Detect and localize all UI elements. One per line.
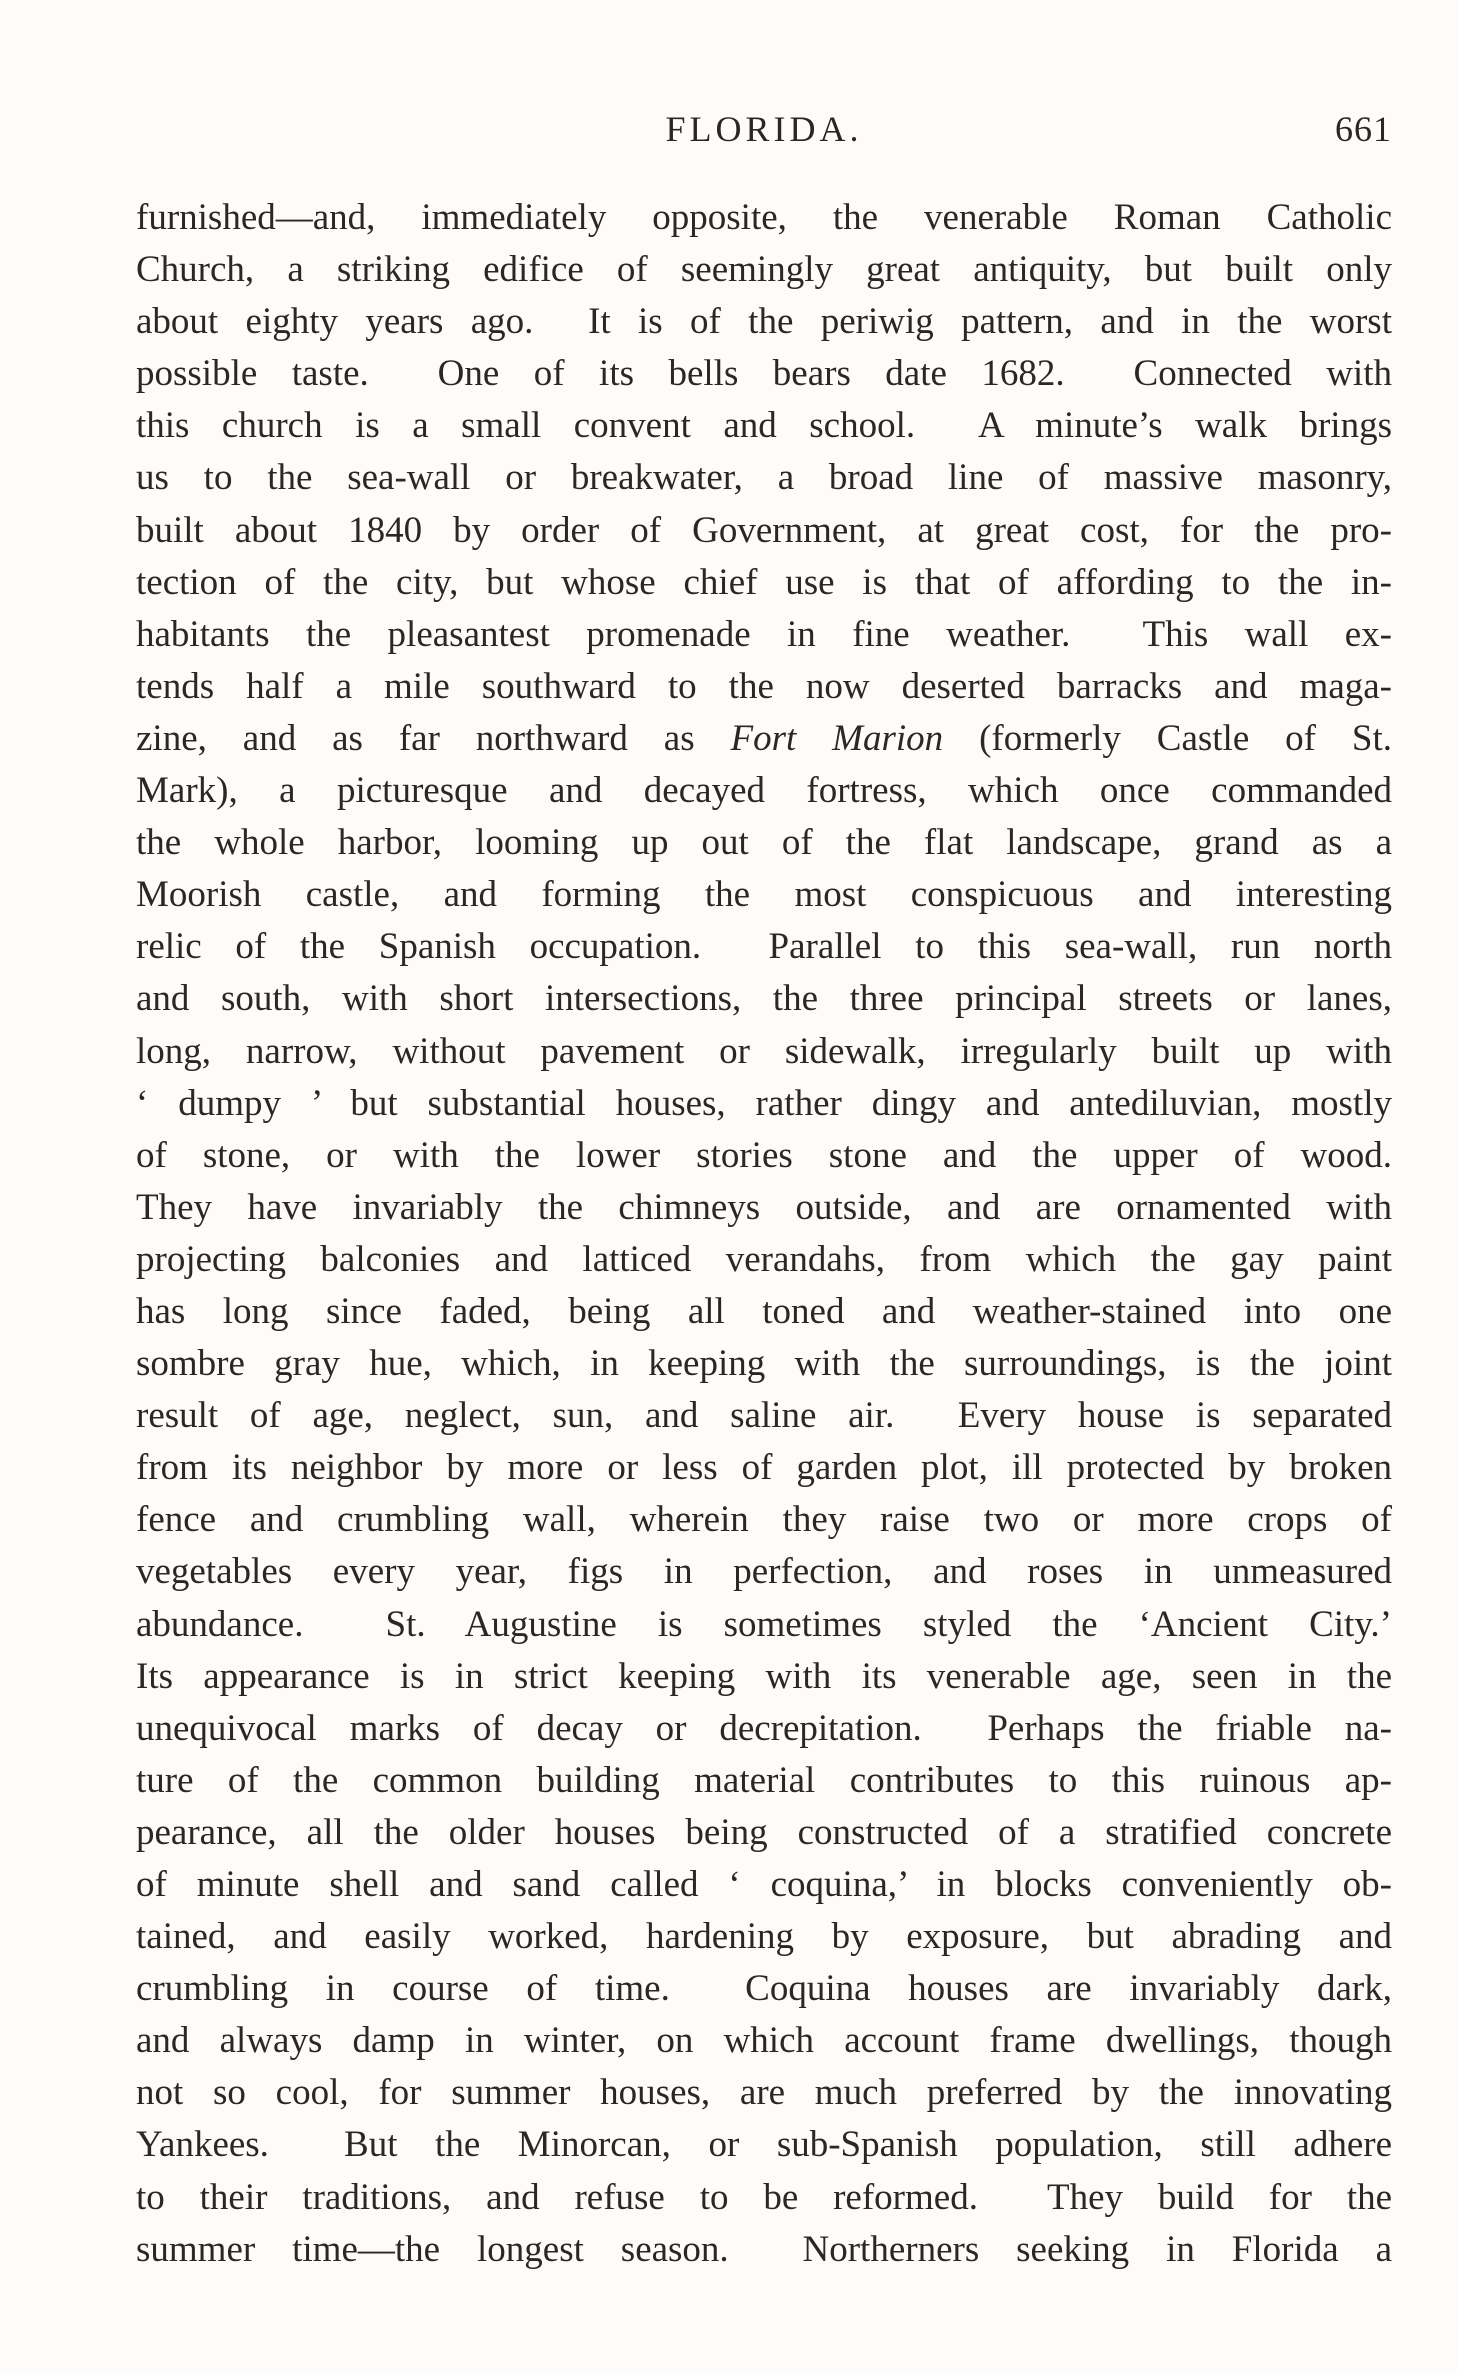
text-segment: Its appearance is in strict keeping with its venerable age, seen in the: [136, 1655, 1392, 1697]
text-segment: sombre gray hue, which, in keeping with the surroundings, is the joint: [136, 1343, 1392, 1385]
text-segment: relic of the Spanish occupation. Parallel to this sea-wall, run north: [136, 926, 1392, 968]
text-segment: Church, a striking edifice of seemingly great antiquity, but built only: [136, 249, 1392, 291]
text-segment: of stone, or with the lower stories stone and the upper of wood.: [136, 1134, 1392, 1176]
text-line: [136, 661, 1392, 713]
text-segment: tection of the city, but whose chief use is that of affording to the in-: [136, 561, 1392, 603]
text-segment: possible taste. One of its bells bears date 1682. Connected with: [136, 353, 1392, 395]
running-title: FLORIDA.: [665, 109, 863, 149]
text-segment: tained, and easily worked, hardening by exposure, but abrading and: [136, 1916, 1392, 1958]
text-segment: (formerly Castle of St.: [943, 717, 1392, 759]
text-line: [136, 1338, 1392, 1390]
text-line: [136, 869, 1392, 921]
text-line: [136, 1651, 1392, 1703]
text-line: [136, 348, 1392, 400]
text-line: [136, 2015, 1392, 2067]
text-segment: ‘ dumpy ’ but substantial houses, rather dingy and antediluvian, mostly: [136, 1082, 1392, 1124]
text-line: [136, 1078, 1392, 1130]
text-line: [136, 1234, 1392, 1286]
text-line: [136, 2224, 1392, 2276]
text-line: [136, 1703, 1392, 1755]
text-segment: crumbling in course of time. Coquina houses are invariably dark,: [136, 1968, 1392, 2010]
text-segment: fence and crumbling wall, wherein they raise two or more crops of: [136, 1499, 1392, 1541]
text-segment: long, narrow, without pavement or sidewalk, irregularly built up with: [136, 1030, 1392, 1072]
text-segment: this church is a small convent and school. A minute’s walk brings: [136, 405, 1392, 447]
running-head: [136, 108, 1392, 158]
text-line: [136, 1599, 1392, 1651]
text-segment: habitants the pleasantest promenade in fine weather. This wall ex-: [136, 613, 1392, 655]
page-number: 661: [1335, 109, 1392, 149]
text-line: [136, 296, 1392, 348]
text-segment: summer time—the longest season. Northerners seeking in Florida a: [136, 2228, 1392, 2270]
text-line: [136, 817, 1392, 869]
text-line: [136, 400, 1392, 452]
text-line: [136, 1026, 1392, 1078]
text-line: [136, 192, 1392, 244]
text-segment: from its neighbor by more or less of garden plot, ill protected by broken: [136, 1447, 1392, 1489]
text-segment: They have invariably the chimneys outside, and are ornamented with: [136, 1186, 1392, 1228]
text-segment: and south, with short intersections, the three principal streets or lanes,: [136, 978, 1392, 1020]
text-line: [136, 921, 1392, 973]
text-line: [136, 1130, 1392, 1182]
text-segment: ture of the common building material contributes to this ruinous ap-: [136, 1759, 1392, 1801]
text-segment: abundance. St. Augustine is sometimes styled the ‘Ancient City.’: [136, 1603, 1392, 1645]
text-line: [136, 1755, 1392, 1807]
text-segment: of minute shell and sand called ‘ coquina,’ in blocks conveniently ob-: [136, 1864, 1392, 1905]
text-segment: Yankees. But the Minorcan, or sub-Spanish population, still adhere: [136, 2124, 1392, 2166]
text-line: [136, 505, 1392, 557]
text-segment: has long since faded, being all toned and weather-stained into one: [136, 1290, 1392, 1332]
text-line: [136, 2119, 1392, 2171]
text-line: [136, 1807, 1392, 1859]
text-segment: projecting balconies and latticed verandahs, from which the gay paint: [136, 1238, 1392, 1280]
text-line: [136, 1286, 1392, 1338]
text-line: [136, 1859, 1392, 1911]
text-segment: unequivocal marks of decay or decrepitation. Perhaps the friable na-: [136, 1707, 1392, 1749]
text-line: [136, 973, 1392, 1025]
text-segment: built about 1840 by order of Government, at great cost, for the pro-: [136, 509, 1392, 551]
text-line: [136, 244, 1392, 296]
italic-place-name: Fort Marion: [730, 717, 944, 759]
text-segment: Mark), a picturesque and decayed fortress, which once commanded: [136, 770, 1392, 812]
text-segment: pearance, all the older houses being constructed of a stratified concrete: [136, 1811, 1392, 1853]
text-segment: about eighty years ago. It is of the periwig pattern, and in the worst: [136, 301, 1392, 343]
text-line: [136, 2067, 1392, 2119]
text-line: [136, 1546, 1392, 1598]
body-text: [136, 192, 1392, 2276]
text-segment: furnished—and, immediately opposite, the venerable Roman Catholic: [136, 197, 1392, 238]
text-line: [136, 1182, 1392, 1234]
text-line: [136, 1963, 1392, 2015]
text-line: [136, 452, 1392, 504]
text-line: [136, 1390, 1392, 1442]
text-line: [136, 1911, 1392, 1963]
text-line: [136, 713, 1392, 765]
text-segment: zine, and as far northward as: [136, 717, 731, 759]
text-line: [136, 765, 1392, 817]
text-segment: not so cool, for summer houses, are much preferred by the innovating: [136, 2072, 1392, 2114]
text-segment: result of age, neglect, sun, and saline air. Every house is separated: [136, 1395, 1392, 1437]
text-line: [136, 2172, 1392, 2224]
text-line: [136, 1442, 1392, 1494]
text-line: [136, 1494, 1392, 1546]
text-segment: to their traditions, and refuse to be reformed. They build for the: [136, 2176, 1392, 2218]
text-segment: us to the sea-wall or breakwater, a broad line of massive masonry,: [136, 457, 1392, 499]
text-segment: and always damp in winter, on which account frame dwellings, though: [136, 2020, 1392, 2062]
text-line: [136, 609, 1392, 661]
text-segment: Moorish castle, and forming the most conspicuous and interesting: [136, 874, 1392, 916]
text-segment: vegetables every year, figs in perfection, and roses in unmeasured: [136, 1551, 1392, 1593]
text-segment: tends half a mile southward to the now deserted barracks and maga-: [136, 665, 1392, 707]
text-line: [136, 557, 1392, 609]
text-segment: the whole harbor, looming up out of the flat landscape, grand as a: [136, 822, 1392, 864]
